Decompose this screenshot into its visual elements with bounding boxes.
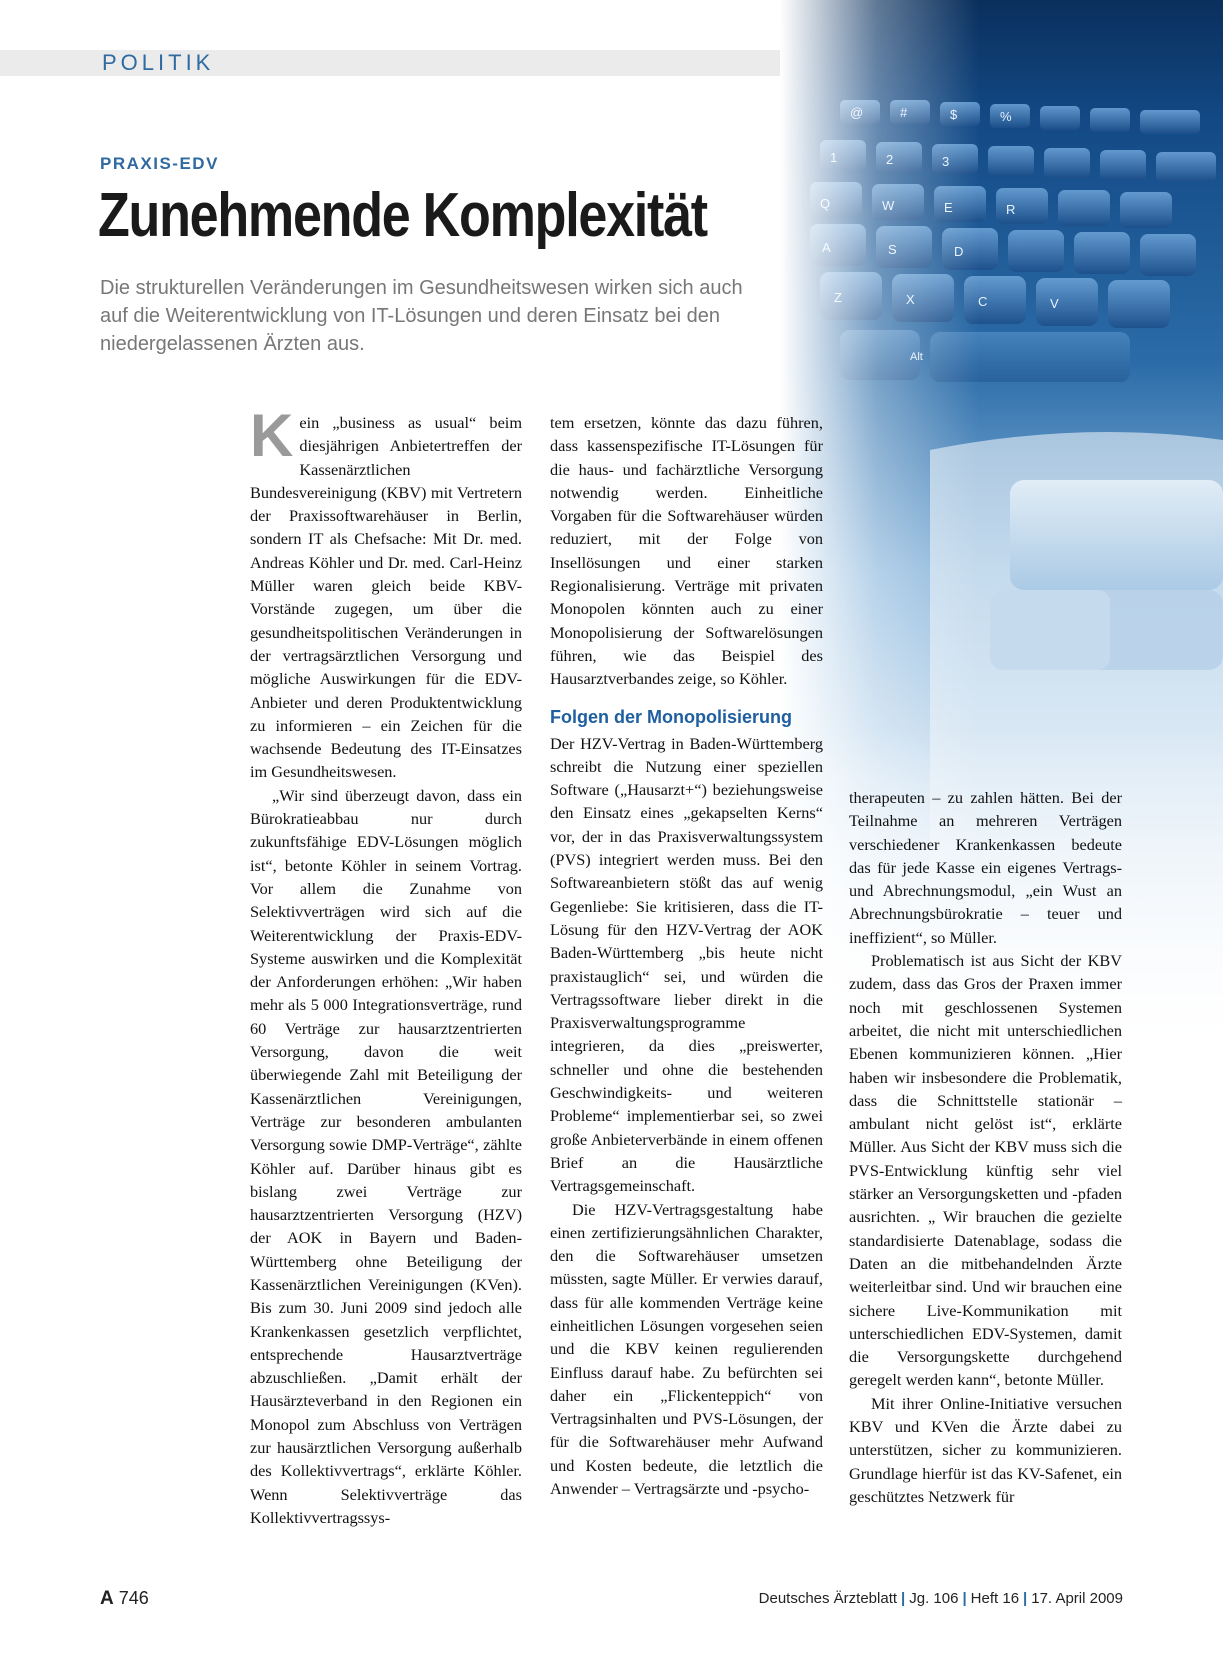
article-paragraph: Der HZV-Vertrag in Baden-Württemberg schreibt die Nutzung einer speziellen Software („Hausarzt+“) beziehungsweise den Einsatz eines „gekapselten Kerns“ vor, der in das Praxisverwaltungssystem (PVS) integriert werden muss. Bei den Softwareanbietern stößt das auf wenig Gegenliebe: Sie kritisieren, dass die IT-Lösung für den HZV-Vertrag der AOK Baden-Württemberg „bis heute nicht praxistauglich“ sei, und würden die Vertragssoftware lieber direkt in die Praxisverwaltungsprogramme integrieren, da dies „preiswerter, schneller und ohne die bestehenden Geschwindigkeits- und weiteren Probleme“ implementierbar sei, so zwei große Anbieterverbände in einem offenen Brief an die Hausärztliche Vertragsgemeinschaft. (550, 733, 823, 1196)
article-column-1 (250, 402, 522, 1529)
publication-info (759, 1590, 1123, 1607)
subheading: Folgen der Monopolisierung (550, 706, 792, 727)
separator: | (901, 1590, 906, 1607)
kicker: PRAXIS-EDV (100, 154, 219, 173)
paragraph-text: ein „business as usual“ beim diesjährigen Anbietertreffen der Kassenärztlichen Bundesvereinigung (KBV) mit Vertretern der Praxissoftwarehäuser in Berlin, sondern IT als Chefsache: Mit Dr. med. Andreas Köhler und Dr. med. Carl-Heinz Müller waren gleich beide KBV-Vorstände zugegen, um über die gesundheitspolitischen Veränderungen in der vertragsärztlichen Versorgung und mögliche Auswirkungen für die EDV-Anbieter und deren Produktentwicklung zu informieren – ein Zeichen für die wachsende Bedeutung des IT-Einsatzes im Gesundheitswesen. (250, 413, 522, 782)
lead-paragraph: Die strukturellen Veränderungen im Gesundheitswesen wirken sich auch auf die Weiterentwicklung von IT-Lösungen und deren Einsatz bei den niedergelassenen Ärzten aus. (100, 277, 743, 355)
page-prefix: A (100, 1588, 114, 1609)
issue: Heft 16 (970, 1590, 1020, 1607)
article-paragraph: therapeuten – zu zahlen hätten. Bei der Teilnahme an mehreren Verträgen verschiedener Krankenkassen bedeute das für jede Kasse ein eigenes Vertrags- und Abrechnungsmodul, „ein Wust an Abrechnungsbürokratie – teuer und ineffizient“, so Müller. (849, 788, 1122, 947)
article-column-2 (550, 411, 823, 1500)
headline: Zunehmende Komplexität (98, 181, 707, 250)
issue-date: 17. April 2009 (1031, 1590, 1123, 1607)
page-number-value: 746 (118, 1588, 149, 1608)
article-paragraph: Problematisch ist aus Sicht der KBV zudem, dass das Gros der Praxen immer noch mit geschlossenen Systemen arbeitet, die nicht mit unterschiedlichen Ebenen kommunizieren können. „Hier haben wir insbesondere die Problematik, dass die Schnittstelle stationär – ambulant nicht gelöst ist“, erklärte Müller. Aus Sicht der KBV muss sich die PVS-Entwicklung künftig sehr viel stärker an Versorgungsketten und -pfaden ausrichten. „ Wir brauchen die gezielte standardisierte Datenablage, sodass die Daten an die mitbehandelnden Ärzte weiterleitbar sind. Und wir brauchen eine sichere Live-Kommunikation mit unterschiedlichen EDV-Systemen, damit die Versorgungskette durchgehend geregelt werden kann“, betonte Müller. (849, 951, 1122, 1390)
article-paragraph (250, 402, 522, 784)
article-paragraph: Mit ihrer Online-Initiative versuchen KBV und KVen die Ärzte dabei zu unterstützen, sicher zu kommunizieren. Grundlage hierfür ist das KV-Safenet, ein geschütztes Netzwerk für (849, 1393, 1122, 1506)
article-paragraph: „Wir sind überzeugt davon, dass ein Bürokratieabbau nur durch zukunftsfähige EDV-Lösungen möglich ist“, betonte Köhler in seinem Vortrag. Vor allem die Zunahme von Selektivverträgen wird sich auf die Weiterentwicklung der Praxis-EDV-Systeme auswirken und die Komplexität der Anforderungen erhöhen: „Wir haben mehr als 5 000 Integrationsverträge, rund 60 Verträge zur hausarztzentrierten Versorgung, davon die weit überwiegende Zahl mit Beteiligung der Kassenärztlichen Vereinigungen, Verträge zur besonderen ambulanten Versorgung sowie DMP-Verträge“, zählte Köhler auf. Darüber hinaus gibt es bislang zwei Verträge zur hausarztzentrierten Versorgung (HZV) der AOK in Bayern und Baden-Württemberg ohne Beteiligung der Kassenärztlichen Vereinigungen (KVen). Bis zum 30. Juni 2009 sind jedoch alle Krankenkassen gesetzlich verpflichtet, entsprechende Hausarztverträge abzuschließen. „Damit erhält der Hausärzteverband in den Regionen ein Monopol zum Abschluss von Verträgen zur hausärztlichen Versorgung außerhalb des Kollektivvertrags“, erklärte Köhler. Wenn Selektivverträge das Kollektivvertragssys- (250, 785, 522, 1527)
page-number (100, 1588, 149, 1610)
separator: | (1023, 1590, 1028, 1607)
volume: Jg. 106 (909, 1590, 959, 1607)
separator: | (962, 1590, 967, 1607)
article-paragraph: Die HZV-Vertragsgestaltung habe einen zertifizierungsähnlichen Charakter, den die Softwarehäuser umsetzen müssten, sagte Müller. Er verwies darauf, dass für alle kommenden Verträge keine einheitlichen Lösungen vorgesehen seien und die KBV keinen regulierenden Einfluss darauf habe. Zu befürchten sei daher ein „Flickenteppich“ von Vertragsinhalten und PVS-Lösungen, der für die Softwarehäuser mehr Aufwand und Kosten bedeute, die letztlich die Anwender – Vertragsärzte und -psycho- (550, 1199, 823, 1499)
article-column-3 (849, 786, 1122, 1508)
article-paragraph: tem ersetzen, könnte das dazu führen, dass kassenspezifische IT-Lösungen für die haus- und fachärztliche Versorgung notwendig werden. Einheitliche Vorgaben für die Softwarehäuser würden reduziert, mit der Folge von Insellösungen und einer starken Regionalisierung. Verträge mit privaten Monopolen könnten auch zu einer Monopolisierung der Softwarelösungen führen, wie das Beispiel des Hausarztverbandes zeige, so Köhler. (550, 413, 823, 689)
section-label: POLITIK (102, 50, 215, 75)
publication-name: Deutsches Ärzteblatt (758, 1590, 898, 1607)
drop-cap: K (250, 402, 294, 469)
